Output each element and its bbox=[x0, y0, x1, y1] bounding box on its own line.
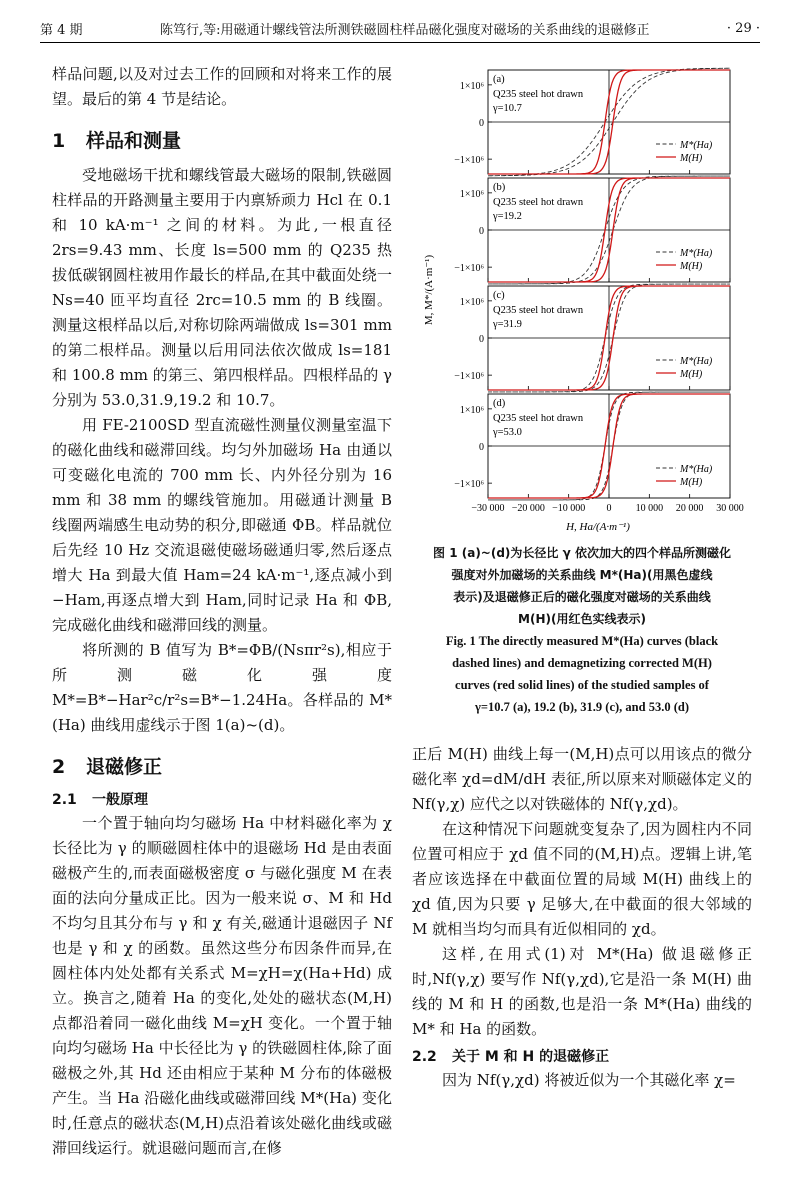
legend-entry: M(H) bbox=[680, 261, 703, 272]
x-axis-label: H, Ha/(A·m⁻¹) bbox=[566, 521, 630, 532]
paragraph: 这样,在用式(1)对 M*(Ha) 做退磁修正时,Nf(γ,χ) 要写作 Nf(γ,χd),它是沿一条 M(H) 曲线的 M 和 H 的函数,也是沿一条 M*(Ha) 曲线的 M* 和 Ha 的函数。 bbox=[412, 945, 752, 1038]
paragraph: 将所测的 B 值写为 B*=ΦB/(Nsπr²s),相应于所测磁化强度 M*=B*−Har²c/r²s=B*−1.24Ha。各样品的 M*(Ha) 曲线用虚线示于图 1(a)~(d)。 bbox=[52, 641, 392, 734]
legend-entry: M*(Ha) bbox=[680, 356, 713, 367]
panel-label: (a) bbox=[493, 74, 505, 85]
y-tick-label: 1×10⁶ bbox=[459, 296, 484, 308]
chart-panel-c bbox=[454, 284, 730, 392]
caption-en-line: curves (red solid lines) of the studied samples of bbox=[455, 678, 709, 692]
panel-gamma-label: γ=53.0 bbox=[493, 427, 522, 438]
legend-entry: M*(Ha) bbox=[680, 140, 713, 151]
section-title: 样品和测量 bbox=[86, 130, 182, 152]
section-1-heading bbox=[52, 126, 392, 153]
caption-en-line: dashed lines) and demagnetizing corrected M(H) bbox=[452, 656, 712, 670]
section-number: 1 bbox=[52, 130, 66, 152]
legend-entry: M*(Ha) bbox=[680, 464, 713, 475]
page-number: · 29 · bbox=[726, 20, 760, 36]
y-axis-label: M, M*/(A·m⁻¹) bbox=[423, 254, 435, 326]
panel-sample-title: Q235 steel hot drawn bbox=[493, 413, 584, 424]
left-column bbox=[52, 62, 392, 1161]
subsection-2-1-heading bbox=[52, 789, 392, 809]
running-title: 陈笃行,等:用磁通计螺线管法所测铁磁圆柱样品磁化强度对磁场的关系曲线的退磁修正 bbox=[159, 22, 650, 38]
y-tick-label: 1×10⁶ bbox=[459, 188, 484, 200]
y-tick-label: 0 bbox=[479, 334, 484, 345]
y-tick-label: −1×10⁶ bbox=[454, 263, 484, 275]
chart-panel-b bbox=[454, 176, 730, 284]
panel-sample-title: Q235 steel hot drawn bbox=[493, 305, 584, 316]
page-header bbox=[40, 14, 760, 43]
y-tick-label: 1×10⁶ bbox=[459, 80, 484, 92]
legend-entry: M(H) bbox=[680, 153, 703, 164]
panel-gamma-label: γ=19.2 bbox=[493, 211, 522, 222]
y-tick-label: −1×10⁶ bbox=[454, 371, 484, 383]
panel-label: (c) bbox=[493, 290, 505, 301]
paragraph: 正后 M(H) 曲线上每一(M,H)点可以用该点的微分磁化率 χd=dM/dH 表征,所以原来对顺磁体定义的 Nf(γ,χ) 应代之以对铁磁体的 Nf(γ,χd)。 bbox=[412, 745, 752, 813]
figure-1 bbox=[412, 62, 752, 536]
panel-sample-title: Q235 steel hot drawn bbox=[493, 197, 584, 208]
y-tick-label: 0 bbox=[479, 442, 484, 453]
caption-en-line: Fig. 1 The directly measured M*(Ha) curves (black bbox=[445, 634, 719, 648]
chart-panel-a bbox=[454, 68, 730, 176]
panel-gamma-label: γ=10.7 bbox=[493, 103, 522, 114]
section-number: 2 bbox=[52, 756, 66, 778]
subsection-title: 一般原理 bbox=[92, 792, 148, 808]
panel-label: (d) bbox=[493, 398, 506, 409]
panel-gamma-label: γ=31.9 bbox=[493, 319, 522, 330]
chart-panel-d bbox=[454, 392, 744, 514]
paragraph: 一个置于轴向均匀磁场 Ha 中材料磁化率为 χ 长径比为 γ 的顺磁圆柱体中的退磁场 Hd 是由表面磁极产生的,而表面磁极密度 σ 与磁化强度 M 在表面的法向分量成正比。因为一般来说 σ、M 和 Hd 不均匀且其分布与 γ 和 χ 有关,磁通计退磁因子 Nf 也是 γ 和 χ 的函数。虽然这些分布因条件而异,在圆柱体内处处都有关系式 M=χH=χ(Ha+Hd) 成立。换言之,随着 Ha 的变化,处处的磁状态(M,H)点都沿着同一磁化曲线 M=χH 变化。一个置于轴向均匀磁场 Ha 中长径比为 γ 的铁磁圆柱体,除了面磁极之外,其 Hd 还由相应于某种 M 分布的体磁极产生。当 Ha 沿磁化曲线或磁滞回线 M*(Ha) 变化时,任意点的磁状态(M,H)点沿着该处磁化曲线或磁滞回线运行。就退磁问题而言,在修 bbox=[52, 814, 392, 1157]
caption-cn-line: M(H)(用红色实线表示) bbox=[518, 612, 646, 626]
y-tick-label: 0 bbox=[479, 118, 484, 129]
legend-entry: M(H) bbox=[680, 369, 703, 380]
caption-cn-line: 图 1 (a)~(d)为长径比 γ 依次加大的四个样品所测磁化 bbox=[433, 546, 731, 560]
paragraph: 用 FE-2100SD 型直流磁性测量仪测量室温下的磁化曲线和磁滞回线。均匀外加磁场 Ha 由通以可变磁化电流的 700 mm 长、内外径分别为 16 mm 和 38 mm 的螺线管施加。用磁通计测量 B 线圈两端感生电动势的积分,即磁通 ΦB。样品就位后先经 10 Hz 交流退磁使磁场磁通归零,然后逐点增大 Ha 到最大值 Ham=24 kA·m⁻¹,逐点减小到 −Ham,再逐点增大到 Ham,同时记录 Ha 和 ΦB,完成磁化曲线和磁滞回线的测量。 bbox=[52, 416, 392, 634]
x-tick-label: −10 000 bbox=[552, 503, 586, 514]
figure-caption bbox=[412, 542, 752, 718]
figure-plot bbox=[412, 62, 752, 532]
x-tick-label: −30 000 bbox=[471, 503, 505, 514]
panel-sample-title: Q235 steel hot drawn bbox=[493, 89, 584, 100]
y-tick-label: −1×10⁶ bbox=[454, 155, 484, 167]
subsection-number: 2.2 bbox=[412, 1049, 437, 1065]
x-tick-label: 0 bbox=[606, 503, 612, 514]
intro-paragraph: 样品问题,以及对过去工作的回顾和对将来工作的展望。最后的第 4 节是结论。 bbox=[52, 65, 392, 108]
section-title: 退磁修正 bbox=[86, 756, 163, 778]
caption-cn-line: 强度对外加磁场的关系曲线 M*(Ha)(用黑色虚线 bbox=[451, 568, 713, 582]
subsection-2-2-heading bbox=[412, 1046, 752, 1066]
x-tick-label: 10 000 bbox=[635, 503, 664, 514]
right-column bbox=[412, 742, 752, 1093]
x-tick-label: −20 000 bbox=[511, 503, 545, 514]
x-tick-label: 30 000 bbox=[716, 503, 744, 514]
caption-en-line: γ=10.7 (a), 19.2 (b), 31.9 (c), and 53.0 (d) bbox=[474, 700, 689, 714]
y-tick-label: −1×10⁶ bbox=[454, 479, 484, 491]
paragraph: 在这种情况下问题就变复杂了,因为圆柱内不同位置可相应于 χd 值不同的(M,H)点。逻辑上讲,笔者应该选择在中截面位置的局域 M(H) 曲线上的 χd 值,因为只要 γ 足够大,在中截面的很大邻域的 M 就相当均匀而具有近似相同的 χd。 bbox=[412, 820, 752, 938]
paragraph: 因为 Nf(γ,χd) 将被近似为一个其磁化率 χ= bbox=[442, 1071, 736, 1089]
subsection-number: 2.1 bbox=[52, 792, 77, 808]
panel-label: (b) bbox=[493, 182, 506, 193]
legend-entry: M*(Ha) bbox=[680, 248, 713, 259]
issue-label: 第 4 期 bbox=[40, 22, 83, 38]
y-tick-label: 0 bbox=[479, 226, 484, 237]
caption-cn-line: 表示)及退磁修正后的磁化强度对磁场的关系曲线 bbox=[453, 590, 711, 604]
subsection-title: 关于 M 和 H 的退磁修正 bbox=[452, 1049, 610, 1065]
legend-entry: M(H) bbox=[680, 477, 703, 488]
y-tick-label: 1×10⁶ bbox=[459, 404, 484, 416]
x-tick-label: 20 000 bbox=[675, 503, 704, 514]
paragraph: 受地磁场干扰和螺线管最大磁场的限制,铁磁圆柱样品的开路测量主要用于内禀矫顽力 Hcl 在 0.1 和 10 kA·m⁻¹ 之间的材料。为此,一根直径 2rs=9.43 mm、长度 ls=500 mm 的 Q235 热拔低碳钢圆柱被用作最长的样品,在其中截面处绕一 Ns=40 匝平均直径 2rc=10.5 mm 的 B 线圈。测量这根样品以后,对称切除两端做成 ls=301 mm 的第二根样品。测量以后用同法依次做成 ls=181 和 100.8 mm 的第三、第四根样品。四根样品的 γ 分别为 53.0,31.9,19.2 和 10.7。 bbox=[52, 166, 392, 409]
section-2-heading bbox=[52, 752, 392, 779]
